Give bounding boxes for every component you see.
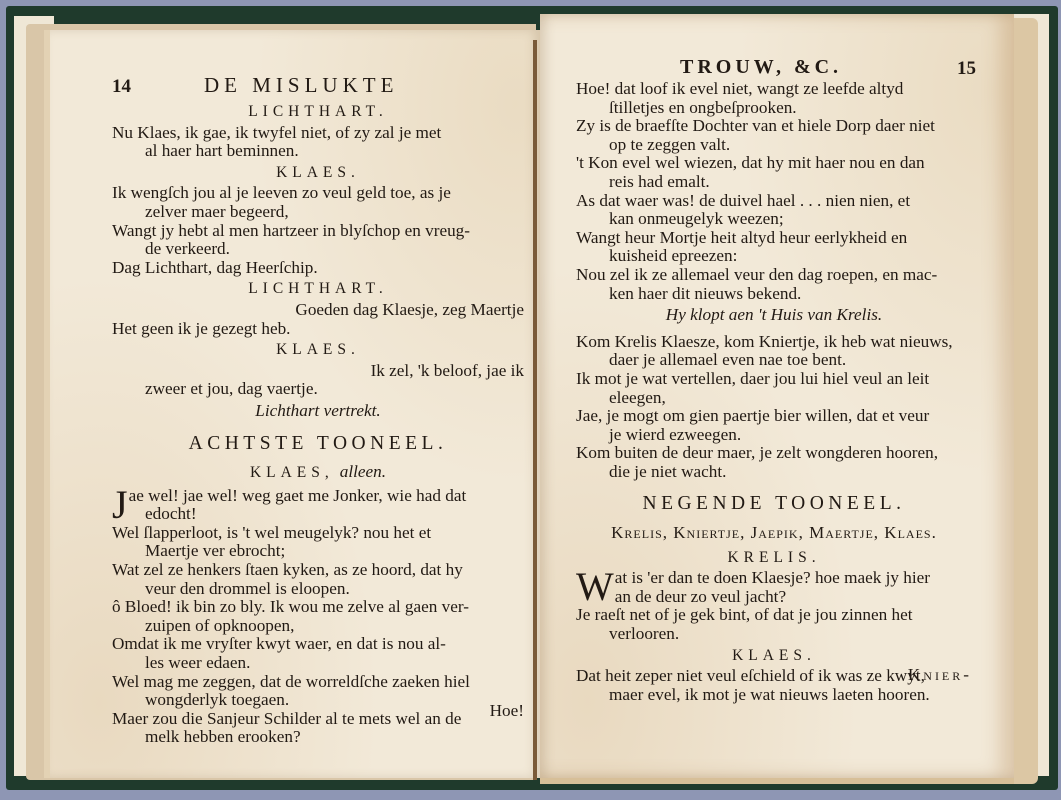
text-line: Hoe! dat loof ik evel niet, wangt ze leefde altyd [576, 79, 904, 98]
text-line-right: Ik zel, 'k beloof, jae ik [370, 360, 524, 380]
speaker-name: KLAES. [732, 646, 816, 664]
text-line-continuation: ken haer dit nieuws bekend. [609, 283, 802, 303]
left-page-number: 14 [112, 76, 131, 97]
text-line: Nou zel ik ze allemael veur den dag roepen, en mac- [576, 264, 938, 284]
speaker-name: LICHTHART. [248, 280, 388, 298]
text-line-continuation: maer evel, ik mot je wat nieuws laeten hooren. [609, 684, 930, 704]
text-line-continuation: melk hebben erooken? [145, 727, 301, 747]
book-gutter [533, 40, 537, 780]
text-line: Dat heit zeper niet veul eſchield of ik was ze kwyt, [576, 666, 925, 686]
text-line: ae wel! jae wel! weg gaet me Jonker, wie had dat [128, 485, 467, 505]
text-line-continuation: veur den drommel is eloopen. [145, 578, 350, 598]
text-line: Nu Klaes, ik gae, ik twyfel niet, of zy zal je met [112, 122, 442, 142]
text-line: 't Kon evel wel wiezen, dat hy mit haer nou en dan [576, 153, 925, 173]
text-line-continuation: je wierd ezweegen. [609, 424, 742, 444]
left-page-body [112, 100, 524, 747]
stage-direction: Hy klopt aen 't Huis van Krelis. [665, 305, 883, 325]
text-line: Dag Lichthart, dag Heerſchip. [112, 257, 318, 277]
stage-direction: alleen. [339, 462, 387, 482]
text-line: As dat waer was! de duivel hael . . . nien nien, et [576, 190, 911, 210]
drop-capital: J [112, 481, 128, 527]
text-line-continuation: zelver maer begeerd, [145, 201, 289, 221]
stage-direction: Lichthart vertrekt. [255, 400, 381, 420]
text-line: Kom Krelis Klaesze, kom Kniertje, ik heb wat nieuws, [576, 331, 953, 351]
text-line: Zy is de braefſte Dochter van et hiele Dorp daer niet [576, 116, 935, 136]
text-line-continuation: wongderlyk toegaen. [145, 690, 290, 710]
speaker-with-direction [112, 463, 524, 483]
text-line-continuation: edocht! [145, 504, 197, 524]
left-catchword: Hoe! [489, 701, 524, 720]
scene-heading: NEGENDE TOONEEL. [642, 493, 906, 515]
speaker-name: KLAES. [276, 341, 360, 359]
right-catchword-text: Knier- [907, 665, 972, 684]
left-page [44, 30, 540, 778]
text-line: Maer zou die Sanjeur Schilder al te mets wel an de [112, 708, 462, 728]
text-line: Kom buiten de deur maer, je zelt wongderen hooren, [576, 443, 939, 463]
text-line: Omdat ik me vryſter kwyt waer, en dat is nou al- [112, 634, 446, 654]
text-line-continuation: ſtilletjes en ongbeſprooken. [609, 97, 797, 117]
text-line: Wel mag me zeggen, dat de worreldſche zaeken hiel [112, 671, 470, 691]
text-line-continuation: kan onmeugelyk weezen; [609, 209, 784, 229]
text-line-continuation: verlooren. [609, 624, 680, 644]
text-line-continuation: Maertje ver ebrocht; [145, 541, 286, 561]
text-line: Wangt heur Mortje heit altyd heur eerlykheid en [576, 227, 908, 247]
scene-heading: ACHTSTE TOONEEL. [188, 432, 448, 454]
text-line-continuation: zweer et jou, dag vaertje. [145, 379, 318, 399]
text-line: Je raeſt net of je gek bint, of dat je jou zinnen het [576, 605, 913, 625]
speaker-name: KLAES, [249, 464, 334, 482]
text-line-continuation: die je niet wacht. [609, 461, 727, 481]
right-catchword [576, 666, 972, 685]
text-line-continuation: kuisheid epreezen: [609, 246, 738, 266]
text-line-continuation: daer je allemael even nae toe bent. [609, 350, 847, 370]
text-line: Wangt jy hebt al men hartzeer in blyſchop en vreug- [112, 220, 470, 240]
text-line-continuation: zuipen of opknoopen, [145, 615, 295, 635]
text-line-continuation: les weer edaen. [145, 653, 251, 673]
text-line: Het geen ik je gezegt heb. [112, 318, 291, 338]
right-page-number: 15 [957, 58, 976, 79]
text-line-continuation: an de deur zo veul jacht? [614, 586, 787, 606]
text-line-right: Goeden dag Klaesje, zeg Maertje [295, 299, 524, 319]
right-page [540, 14, 1014, 784]
text-line: Wat zel ze henkers ſtaen kyken, as ze hoord, dat hy [112, 560, 463, 580]
text-line: Jae, je mogt om gien paertje bier willen, dat et veur [576, 406, 930, 426]
text-line: Wel ſlapperloot, is 't wel meugelyk? nou het et [112, 522, 432, 542]
text-line-continuation: de verkeerd. [145, 239, 230, 259]
text-line: Ik mot je wat vertellen, daer jou lui hiel veul an leit [576, 368, 930, 388]
text-line-continuation: reis had emalt. [609, 171, 710, 191]
drop-capital: W [576, 564, 614, 610]
cast-list: Krelis, Kniertje, Jaepik, Maertje, Klaes. [611, 523, 937, 543]
left-running-head: DE MISLUKTE [204, 73, 399, 97]
speaker-name: KRELIS. [727, 548, 821, 566]
text-line: Ik wengſch jou al je leeven zo veul geld toe, as je [112, 183, 451, 203]
text-line: ô Bloed! ik bin zo bly. Ik wou me zelve al gaen ver- [112, 597, 469, 617]
right-page-body [576, 80, 972, 704]
right-running-head: TROUW, &C. [680, 56, 843, 78]
text-line-continuation: eleegen, [609, 387, 666, 407]
speaker-name: KLAES. [276, 163, 360, 181]
text-line-continuation: al haer hart beminnen. [145, 141, 299, 161]
text-line: at is 'er dan te doen Klaesje? hoe maek jy hier [614, 568, 930, 588]
text-line-continuation: op te zeggen valt. [609, 134, 731, 154]
speaker-name: LICHTHART. [248, 103, 388, 120]
